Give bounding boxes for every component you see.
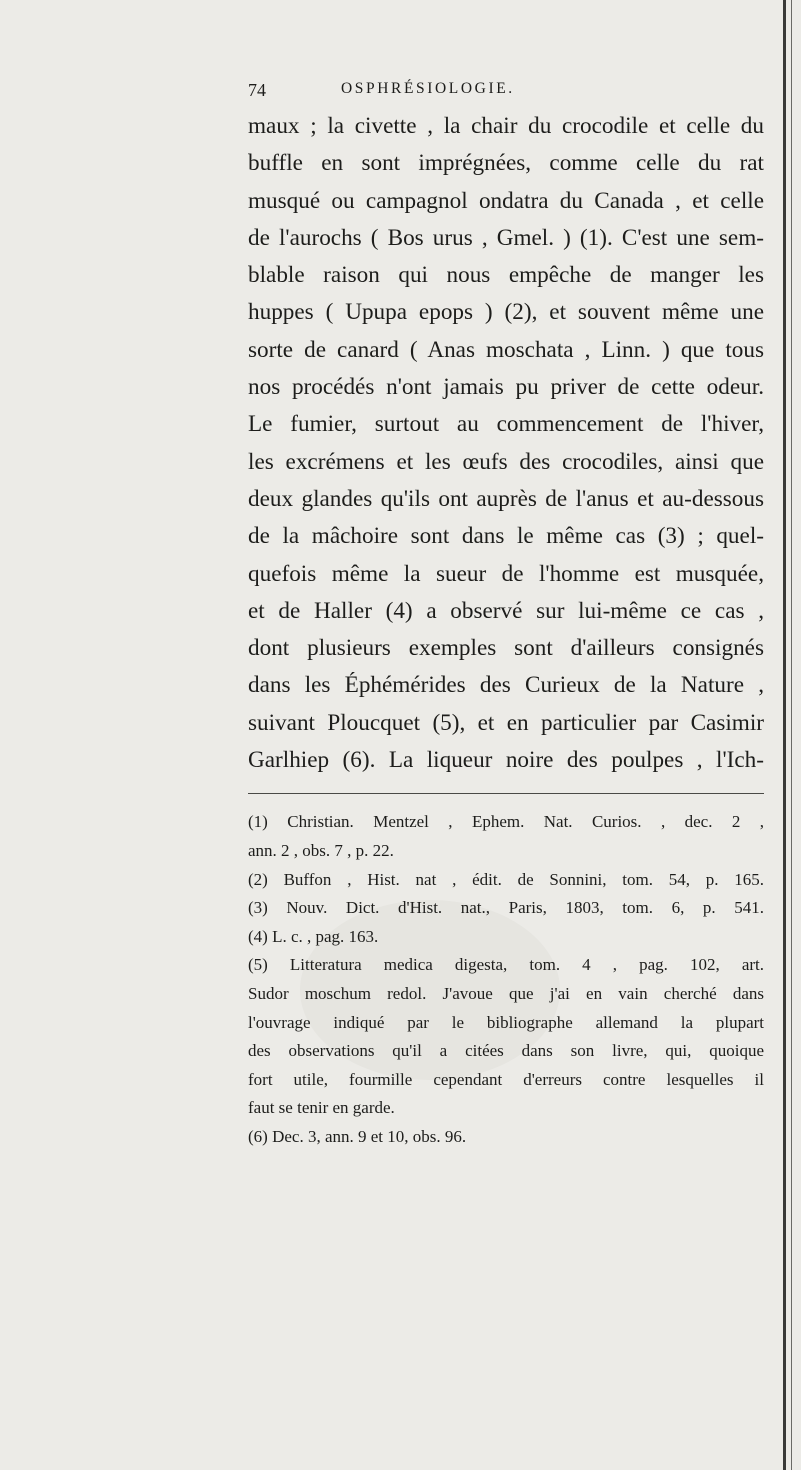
body-line: deux glandes qu'ils ont auprès de l'anus et au-dessous — [248, 485, 764, 512]
running-header — [248, 70, 764, 108]
footnote-line: fort utile, fourmille cependant d'erreurs contre lesquelles il — [248, 1069, 764, 1089]
text-block — [248, 70, 764, 1151]
body-line: Garlhiep (6). La liqueur noire des poulpes , l'Ich- — [248, 747, 764, 774]
body-line: de l'aurochs ( Bos urus , Gmel. ) (1). C'est une sem- — [248, 224, 764, 251]
body-line: nos procédés n'ont jamais pu priver de cette odeur. — [248, 374, 764, 401]
footnote-line: (5) Litteratura medica digesta, tom. 4 , pag. 102, art. — [248, 955, 764, 975]
body-line: sorte de canard ( Anas moschata , Linn. ) que tous — [248, 336, 764, 363]
page-edge — [783, 0, 786, 1470]
page-number: 74 — [248, 80, 266, 100]
body-line: buffle en sont imprégnées, comme celle du rat — [248, 150, 764, 177]
body-line: dont plusieurs exemples sont d'ailleurs consignés — [248, 635, 764, 662]
footnote-line: (1) Christian. Mentzel , Ephem. Nat. Curios. , dec. 2 , — [248, 812, 764, 832]
body-line: quefois même la sueur de l'homme est musquée, — [248, 560, 764, 587]
footnotes — [248, 808, 764, 1151]
footnote-line: (6) Dec. 3, ann. 9 et 10, obs. 96. — [248, 1126, 467, 1146]
running-title: OSPHRÉSIOLOGIE. — [341, 80, 515, 97]
body-line: blable raison qui nous empêche de manger les — [248, 262, 764, 289]
body-line: suivant Ploucquet (5), et en particulier par Casimir — [248, 709, 764, 736]
footnote-line: faut se tenir en garde. — [248, 1098, 395, 1118]
footnote-line: l'ouvrage indiqué par le bibliographe allemand la plupart — [248, 1012, 764, 1032]
footnote-line: ann. 2 , obs. 7 , p. 22. — [248, 840, 394, 860]
body-line: et de Haller (4) a observé sur lui-même ce cas , — [248, 597, 764, 624]
body-line: dans les Éphémérides des Curieux de la Nature , — [248, 672, 764, 699]
body-line: de la mâchoire sont dans le même cas (3) ; quel- — [248, 523, 764, 550]
body-line: musqué ou campagnol ondatra du Canada , et celle — [248, 187, 764, 214]
body-text — [248, 108, 764, 779]
footnote-line: (2) Buffon , Hist. nat , édit. de Sonnini, tom. 54, p. 165. — [248, 869, 764, 889]
footnote-divider — [248, 793, 764, 794]
footnote-line: des observations qu'il a citées dans son livre, qui, quoique — [248, 1041, 764, 1061]
body-line: Le fumier, surtout au commencement de l'hiver, — [248, 411, 764, 438]
footnote-line: (4) L. c. , pag. 163. — [248, 926, 379, 946]
footnote-line: (3) Nouv. Dict. d'Hist. nat., Paris, 1803, tom. 6, p. 541. — [248, 898, 764, 918]
body-line: huppes ( Upupa epops ) (2), et souvent même une — [248, 299, 764, 326]
page-edge-shadow — [791, 0, 792, 1470]
body-line: maux ; la civette , la chair du crocodile et celle du — [248, 113, 764, 139]
footnote-line: Sudor moschum redol. J'avoue que j'ai en vain cherché dans — [248, 983, 764, 1003]
body-line: les excrémens et les œufs des crocodiles, ainsi que — [248, 448, 764, 475]
